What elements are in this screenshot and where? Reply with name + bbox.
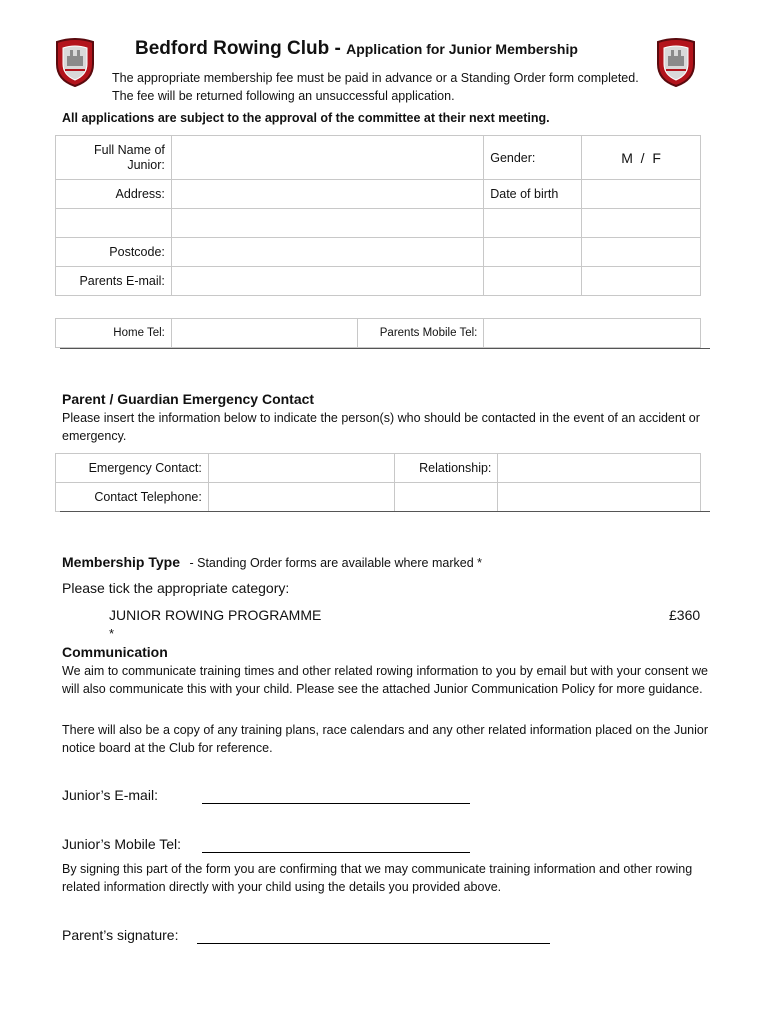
contact-telephone-label: Contact Telephone: xyxy=(56,483,209,512)
emergency-heading: Parent / Guardian Emergency Contact xyxy=(62,391,315,407)
approval-note: All applications are subject to the approval of the committee at their next meeting. xyxy=(62,111,550,125)
junior-mobile-line[interactable] xyxy=(202,837,470,853)
consent-text: By signing this part of the form you are confirming that we may communicate training information and other rowing related information directly with your child using the details you provided above. xyxy=(62,862,693,894)
junior-email-line[interactable] xyxy=(202,788,470,804)
intro-text: The appropriate membership fee must be paid in advance or a Standing Order form completed. The fee will be returned following an unsuccessful application. xyxy=(112,71,639,103)
signature-line[interactable] xyxy=(197,929,550,944)
junior-details-table xyxy=(55,135,701,296)
emergency-contact-label: Emergency Contact: xyxy=(56,454,209,483)
membership-heading-row xyxy=(62,554,482,570)
blank-cell xyxy=(582,209,701,238)
blank-cell xyxy=(395,483,498,512)
programme-option[interactable]: JUNIOR ROWING PROGRAMME xyxy=(109,607,322,623)
contact-telephone-field[interactable] xyxy=(208,483,395,512)
programme-price: £360 xyxy=(669,607,701,623)
communication-para-1: We aim to communicate training times and other related rowing information to you by email but with your consent we will also communicate this with your child. Please see the attached Junior Communication Policy for more guidance. xyxy=(62,664,708,696)
gender-options[interactable]: M / F xyxy=(582,136,701,180)
full-name-label: Full Name of Junior: xyxy=(56,136,172,180)
divider xyxy=(60,348,710,349)
home-tel-field[interactable] xyxy=(171,319,357,348)
divider xyxy=(60,511,710,512)
blank-cell xyxy=(582,238,701,267)
club-name: Bedford Rowing Club xyxy=(135,38,330,59)
relationship-field[interactable] xyxy=(498,454,701,483)
membership-heading: Membership Type xyxy=(62,554,180,570)
tick-prompt: Please tick the appropriate category: xyxy=(62,580,290,596)
emergency-contact-field[interactable] xyxy=(208,454,395,483)
address-label-blank xyxy=(56,209,172,238)
page-title xyxy=(135,38,578,60)
club-crest-icon xyxy=(654,38,698,88)
signature-label: Parent’s signature: xyxy=(62,927,179,943)
junior-mobile-label: Junior’s Mobile Tel: xyxy=(62,836,182,852)
blank-cell xyxy=(484,238,582,267)
dob-field[interactable] xyxy=(582,180,701,209)
postcode-label: Postcode: xyxy=(56,238,172,267)
title-separator: - xyxy=(329,38,347,59)
address-label: Address: xyxy=(56,180,172,209)
blank-cell xyxy=(582,267,701,296)
parent-email-label: Parents E-mail: xyxy=(56,267,172,296)
home-tel-label: Home Tel: xyxy=(56,319,172,348)
full-name-field[interactable] xyxy=(171,136,483,180)
communication-para-2: There will also be a copy of any training plans, race calendars and any other related information placed on the Junior notice board at the Club for reference. xyxy=(62,723,708,755)
address-field[interactable] xyxy=(171,180,483,209)
blank-cell xyxy=(484,267,582,296)
emergency-instructions: Please insert the information below to indicate the person(s) who should be contacted in the event of an accident or emergency. xyxy=(62,411,700,443)
form-subtitle: Application for Junior Membership xyxy=(346,41,578,57)
membership-asterisk: * xyxy=(477,556,482,570)
parent-mobile-field[interactable] xyxy=(484,319,701,348)
communication-heading: Communication xyxy=(62,644,168,660)
parent-mobile-label: Parents Mobile Tel: xyxy=(357,319,484,348)
gender-label: Gender: xyxy=(484,136,582,180)
programme-asterisk: * xyxy=(109,626,115,641)
membership-note: - Standing Order forms are available where marked xyxy=(189,556,474,570)
junior-email-label: Junior’s E-mail: xyxy=(62,787,158,803)
postcode-field[interactable] xyxy=(171,238,483,267)
parent-email-field[interactable] xyxy=(171,267,483,296)
relationship-label: Relationship: xyxy=(395,454,498,483)
club-crest-icon xyxy=(53,38,97,88)
emergency-table xyxy=(55,453,701,512)
blank-cell xyxy=(498,483,701,512)
blank-cell xyxy=(484,209,582,238)
telephone-table xyxy=(55,318,701,348)
address-field-line2[interactable] xyxy=(171,209,483,238)
dob-label: Date of birth xyxy=(484,180,582,209)
